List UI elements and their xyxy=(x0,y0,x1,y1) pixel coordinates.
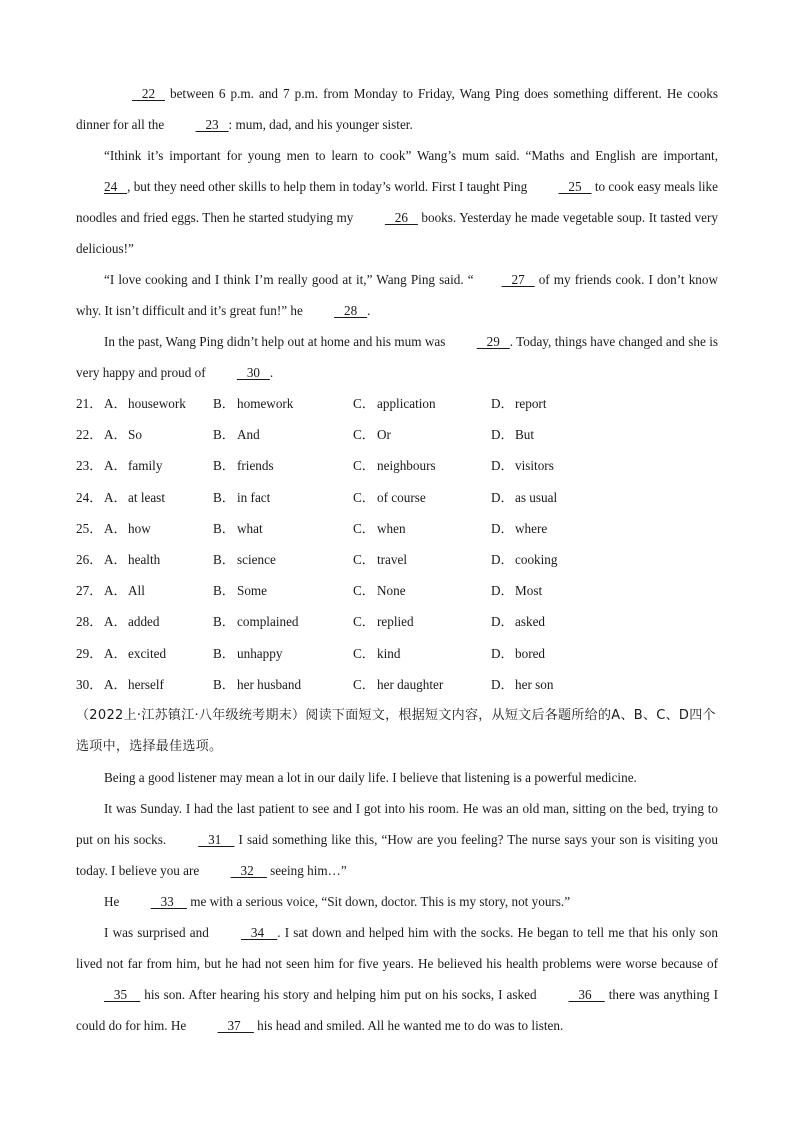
option-text: of course xyxy=(377,489,426,505)
option-text: when xyxy=(377,520,406,536)
option-a[interactable] xyxy=(104,638,213,669)
passage-text: there was anything I could do for him. He xyxy=(76,986,718,1033)
option-text: travel xyxy=(377,551,408,567)
option-c[interactable] xyxy=(353,388,491,419)
option-text: at least xyxy=(128,489,165,505)
option-letter: C． xyxy=(353,489,375,505)
passage-text: to cook easy meals like noodles and fried eggs. Then he started studying my xyxy=(76,179,718,225)
question-number: 27． xyxy=(76,583,103,599)
option-text: family xyxy=(128,458,163,474)
option-text: her son xyxy=(515,676,554,692)
option-text: report xyxy=(515,396,547,411)
option-d[interactable] xyxy=(491,388,631,419)
option-text: cooking xyxy=(515,551,558,567)
section-instructions: （2022上·江苏镇江·八年级统考期末）阅读下面短文，根据短文内容，从短文后各题所给的A、B、C、D四个选项中，选择最佳选项。 xyxy=(76,707,716,754)
option-text: And xyxy=(237,427,260,443)
option-letter: A． xyxy=(104,520,127,536)
question-number: 24． xyxy=(76,489,103,505)
option-letter: C． xyxy=(353,520,375,536)
option-letter: D． xyxy=(491,614,514,630)
option-text: neighbours xyxy=(377,458,436,474)
blank-28: 28 xyxy=(334,303,368,318)
exam-page xyxy=(76,78,718,1041)
question-row xyxy=(76,575,718,606)
blank-35: 35 xyxy=(104,986,141,1002)
option-c[interactable] xyxy=(353,482,491,513)
option-c[interactable] xyxy=(353,513,491,544)
option-letter: B． xyxy=(213,396,235,411)
blank-23: 23 xyxy=(195,117,229,132)
option-letter: C． xyxy=(353,427,375,443)
question-number: 21． xyxy=(76,396,103,411)
option-letter: A． xyxy=(104,427,127,443)
option-a[interactable] xyxy=(104,513,213,544)
option-letter: A． xyxy=(104,676,127,692)
option-a[interactable] xyxy=(104,575,213,606)
option-text: application xyxy=(377,396,436,411)
question-number: 28． xyxy=(76,614,103,630)
option-c[interactable] xyxy=(353,669,491,700)
passage1-paragraph-4 xyxy=(76,326,718,388)
option-letter: A． xyxy=(104,551,127,567)
passage2-paragraph-1: Being a good listener may mean a lot in our daily life. I believe that listening is a powerful medicine. xyxy=(104,769,637,785)
option-letter: B． xyxy=(213,614,235,630)
option-text: complained xyxy=(237,614,299,630)
option-d[interactable] xyxy=(491,419,631,450)
option-b[interactable] xyxy=(213,575,353,606)
option-letter: D． xyxy=(491,458,514,474)
option-c[interactable] xyxy=(353,575,491,606)
option-d[interactable] xyxy=(491,482,631,513)
option-a[interactable] xyxy=(104,606,213,637)
passage1-paragraph-1 xyxy=(76,78,718,140)
option-text: where xyxy=(515,520,548,536)
option-letter: D． xyxy=(491,489,514,505)
question-row xyxy=(76,450,718,481)
passage-text: between 6 p.m. and 7 p.m. from Monday to Friday, Wang Ping does something different. He cooks dinner for all the xyxy=(76,86,718,132)
question-row xyxy=(76,388,718,419)
option-text: excited xyxy=(128,645,167,661)
option-letter: C． xyxy=(353,583,375,599)
option-letter: B． xyxy=(213,458,235,474)
option-a[interactable] xyxy=(104,388,213,419)
option-text: bored xyxy=(515,645,546,661)
option-letter: C． xyxy=(353,645,375,661)
option-letter: C． xyxy=(353,458,375,474)
option-d[interactable] xyxy=(491,606,631,637)
option-text: what xyxy=(237,520,263,536)
passage-text: of my friends cook. I don’t know why. It isn’t difficult and it’s great fun!” he xyxy=(76,272,718,318)
option-d[interactable] xyxy=(491,575,631,606)
option-text: her daughter xyxy=(377,676,444,692)
question-number: 22． xyxy=(76,427,103,443)
blank-30: 30 xyxy=(236,365,270,380)
option-c[interactable] xyxy=(353,544,491,575)
option-b[interactable] xyxy=(213,544,353,575)
blank-26: 26 xyxy=(384,210,418,225)
option-a[interactable] xyxy=(104,482,213,513)
passage-text: In the past, Wang Ping didn’t help out at home and his mum was xyxy=(104,334,449,349)
question-row xyxy=(76,482,718,513)
question-number: 30． xyxy=(76,676,103,692)
option-letter: B． xyxy=(213,489,235,505)
passage-text: He xyxy=(104,893,123,909)
question-row xyxy=(76,513,718,544)
option-b[interactable] xyxy=(213,450,353,481)
passage1-paragraph-3 xyxy=(76,264,718,326)
question-number: 26． xyxy=(76,551,103,567)
option-d[interactable] xyxy=(491,450,631,481)
option-text: as usual xyxy=(515,489,558,505)
option-b[interactable] xyxy=(213,388,353,419)
passage2-paragraph-3 xyxy=(76,886,718,917)
option-text: her husband xyxy=(237,676,302,692)
option-a[interactable] xyxy=(104,450,213,481)
blank-31: 31 xyxy=(198,831,235,847)
option-letter: B． xyxy=(213,583,235,599)
passage-text: I was surprised and xyxy=(104,924,213,940)
blank-34: 34 xyxy=(241,924,278,940)
option-letter: D． xyxy=(491,583,514,599)
option-text: herself xyxy=(128,676,164,692)
option-text: Some xyxy=(237,583,268,599)
option-text: how xyxy=(128,520,151,536)
option-letter: D． xyxy=(491,551,514,567)
option-c[interactable] xyxy=(353,638,491,669)
option-letter: B． xyxy=(213,551,235,567)
option-b[interactable] xyxy=(213,513,353,544)
option-c[interactable] xyxy=(353,606,491,637)
option-letter: D． xyxy=(491,520,514,536)
option-a[interactable] xyxy=(104,544,213,575)
passage-text: seeing him…” xyxy=(266,862,347,878)
question-number: 23． xyxy=(76,458,103,474)
option-letter: A． xyxy=(104,614,127,630)
passage-text: I said something like this, “How are you feeling? The nurse says your son is visiting you today. I believe you are xyxy=(76,831,718,878)
option-b[interactable] xyxy=(213,669,353,700)
option-letter: D． xyxy=(491,427,514,443)
blank-25: 25 xyxy=(558,179,592,194)
option-text: health xyxy=(128,551,161,567)
option-text: asked xyxy=(515,614,546,630)
option-c[interactable] xyxy=(353,419,491,450)
option-text: None xyxy=(377,583,406,599)
blank-32: 32 xyxy=(230,862,267,878)
question-row xyxy=(76,419,718,450)
option-letter: D． xyxy=(491,396,514,411)
option-text: housework xyxy=(128,396,186,411)
option-letter: A． xyxy=(104,458,127,474)
option-letter: A． xyxy=(104,489,127,505)
option-a[interactable] xyxy=(104,419,213,450)
option-letter: B． xyxy=(213,520,235,536)
passage-text: “I love cooking and I think I’m really good at it,” Wang Ping said. “ xyxy=(104,272,474,287)
option-text: kind xyxy=(377,645,401,661)
blank-22: 22 xyxy=(132,86,165,101)
option-text: friends xyxy=(237,458,274,474)
option-d[interactable] xyxy=(491,638,631,669)
option-text: So xyxy=(128,427,142,443)
option-letter: B． xyxy=(213,645,235,661)
passage1-paragraph-2 xyxy=(76,140,718,264)
passage-text: : mum, dad, and his younger sister. xyxy=(228,117,413,132)
option-d[interactable] xyxy=(491,513,631,544)
option-text: added xyxy=(128,614,160,630)
passage-text: It was Sunday. I had the last patient to see and I got into his room. He was an old man, sitting on the bed, trying to put on his socks. xyxy=(76,800,718,847)
blank-37: 37 xyxy=(217,1017,254,1033)
option-d[interactable] xyxy=(491,669,631,700)
question-row xyxy=(76,544,718,575)
question-options-list xyxy=(76,388,718,700)
question-number: 25． xyxy=(76,520,103,536)
option-text: Most xyxy=(515,583,543,599)
passage-text: his head and smiled. All he wanted me to do was to listen. xyxy=(253,1017,564,1033)
option-text: Or xyxy=(377,427,391,443)
option-text: All xyxy=(128,583,145,599)
option-text: homework xyxy=(237,396,294,411)
question-row xyxy=(76,638,718,669)
option-text: unhappy xyxy=(237,645,283,661)
option-letter: A． xyxy=(104,396,127,411)
option-d[interactable] xyxy=(491,544,631,575)
option-letter: C． xyxy=(353,614,375,630)
passage-text: books. Yesterday he made vegetable soup. It tasted very delicious!” xyxy=(76,210,719,256)
blank-36: 36 xyxy=(568,986,605,1002)
passage2-paragraph-2 xyxy=(76,793,718,886)
option-text: But xyxy=(515,427,535,443)
option-letter: C． xyxy=(353,676,375,692)
passage-text: . xyxy=(269,365,274,380)
option-c[interactable] xyxy=(353,450,491,481)
option-letter: C． xyxy=(353,551,375,567)
option-letter: B． xyxy=(213,676,235,692)
option-b[interactable] xyxy=(213,482,353,513)
passage-text: me with a serious voice, “Sit down, doctor. This is my story, not yours.” xyxy=(186,893,571,909)
option-letter: D． xyxy=(491,676,514,692)
passage-text: . I sat down and helped him with the socks. He began to tell me that his only son lived not far from him, but he had not seen him for five years. He believed his health problems were worse because of xyxy=(76,924,718,971)
option-b[interactable] xyxy=(213,419,353,450)
blank-27: 27 xyxy=(501,272,535,287)
question-row xyxy=(76,606,718,637)
option-a[interactable] xyxy=(104,669,213,700)
blank-29: 29 xyxy=(476,334,510,349)
option-text: visitors xyxy=(515,458,554,474)
option-letter: D． xyxy=(491,645,514,661)
option-text: in fact xyxy=(237,489,271,505)
option-b[interactable] xyxy=(213,638,353,669)
option-letter: A． xyxy=(104,583,127,599)
passage-text: , but they need other skills to help them in today’s world. First I taught Ping xyxy=(127,179,531,194)
option-b[interactable] xyxy=(213,606,353,637)
passage-text: “Ithink it’s important for young men to learn to cook” Wang’s mum said. “Maths and English are important, xyxy=(104,148,718,163)
option-letter: B． xyxy=(213,427,235,443)
passage-text: his son. After hearing his story and helping him put on his socks, I asked xyxy=(140,986,541,1002)
blank-24: 24 xyxy=(104,179,128,194)
option-letter: C． xyxy=(353,396,375,411)
passage2-paragraph-4 xyxy=(76,917,718,1041)
option-text: replied xyxy=(377,614,414,630)
option-text: science xyxy=(237,551,276,567)
question-row xyxy=(76,669,718,700)
question-number: 29． xyxy=(76,645,103,661)
passage-text: . xyxy=(367,303,371,318)
passage-text: . Today, things have changed and she is very happy and proud of xyxy=(76,334,718,380)
option-letter: A． xyxy=(104,645,127,661)
blank-33: 33 xyxy=(150,893,187,909)
